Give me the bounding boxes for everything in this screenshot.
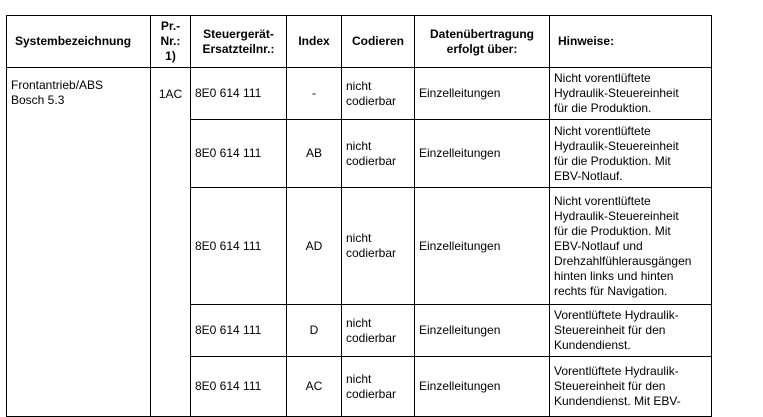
data-transfer-cell: Einzelleitungen: [415, 120, 550, 188]
part-number-cell: 8E0 614 111: [191, 305, 287, 357]
index-cell: D: [287, 305, 342, 357]
data-transfer-cell: Einzelleitungen: [415, 188, 550, 305]
coding-cell: nicht codierbar: [342, 305, 415, 357]
index-cell: AC: [287, 357, 342, 417]
header-notes: Hinweise:: [550, 16, 712, 68]
data-transfer-cell: Einzelleitungen: [415, 305, 550, 357]
part-number-cell: 8E0 614 111: [191, 120, 287, 188]
notes-cell: Nicht vorentlüftete Hydraulik-Steuereinheit für die Produktion. Mit EBV-Notlauf und Drehzahlfühlerausgängen hinten links und hinten rechts für Navigation.: [550, 188, 712, 305]
header-part-number: Steuergerät- Ersatzteilnr.:: [191, 16, 287, 68]
index-cell: -: [287, 68, 342, 120]
notes-cell: Vorentlüftete Hydraulik- Steuereinheit für den Kundendienst. Mit EBV-: [550, 357, 712, 417]
part-number-cell: 8E0 614 111: [191, 357, 287, 417]
header-pr-number: Pr.- Nr.: 1): [151, 16, 191, 68]
notes-cell: Vorentlüftete Hydraulik- Steuereinheit für den Kundendienst.: [550, 305, 712, 357]
table-row: [7, 68, 712, 120]
data-transfer-cell: Einzelleitungen: [415, 68, 550, 120]
data-transfer-cell: Einzelleitungen: [415, 357, 550, 417]
coding-cell: nicht codierbar: [342, 68, 415, 120]
index-cell: AB: [287, 120, 342, 188]
pr-number-cell: 1AC: [151, 68, 191, 417]
notes-cell: Nicht vorentlüftete Hydraulik-Steuereinheit für die Produktion. Mit EBV-Notlauf.: [550, 120, 712, 188]
header-data-transfer: Datenübertragung erfolgt über:: [415, 16, 550, 68]
index-cell: AD: [287, 188, 342, 305]
coding-cell: nicht codierbar: [342, 120, 415, 188]
notes-cell: Nicht vorentlüftete Hydraulik-Steuereinheit für die Produktion.: [550, 68, 712, 120]
coding-cell: nicht codierbar: [342, 357, 415, 417]
part-number-cell: 8E0 614 111: [191, 68, 287, 120]
part-number-cell: 8E0 614 111: [191, 188, 287, 305]
header-index: Index: [287, 16, 342, 68]
coding-cell: nicht codierbar: [342, 188, 415, 305]
header-system: Systembezeichnung: [7, 16, 151, 68]
system-name-cell: Frontantrieb/ABS Bosch 5.3: [7, 68, 151, 417]
control-unit-table: [6, 15, 712, 417]
header-row: [7, 16, 712, 68]
header-coding: Codieren: [342, 16, 415, 68]
